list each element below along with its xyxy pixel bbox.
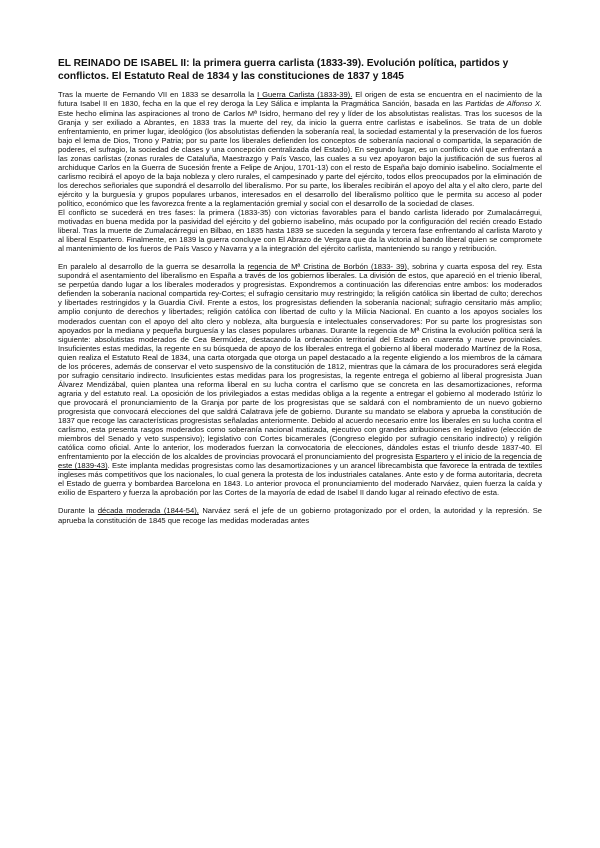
text-run: Narváez será el jefe de un gobierno protagonizado por el orden, la autoridad y la represión. Se aprueba la constitución de 1845 que recoge las medidas moderadas antes (58, 506, 542, 525)
paragraph-moderate-decade (58, 506, 542, 524)
text-run: El origen de esta se encuentra en el nacimiento de la futura Isabel II en 1830, fecha en la que el rey deroga la Ley Sálica e implanta la Pragmática Sanción, basada en las (58, 90, 542, 109)
text-run: , sobrina y cuarta esposa del rey. Esta supondrá el asentamiento del liberalismo en España a través de los gobiernos liberales. La división de estos, que apareció en el trienio liberal, se perpetúa dando lugar a los liberales moderados y progresistas. Expondremos a continuación las diferencias entre ambos: los moderados defienden la soberanía nacional compartida rey-Cortes; el sufragio censitario muy restringido; la religión católica sin libertad de culto; derechos y libertades restringidos y la Guardia Civil. Frente a estos, los progresistas defienden la soberanía nacional; sufragio censitario más amplio; amplio conjunto de derechos y libertades; religión católica con libertad de culto y la Milicia Nacional. En cuanto a los apoyos sociales los moderados cuentan con el apoyo del alto clero y nobleza, alta burguesía e intelectuales conservadores: Por su parte los progresistas son apoyados por la mediana y pequeña burguesía y las clases populares urbanas. Durante la regencia de Mª Cristina la evolución política será la siguiente: absolutistas moderados de Cea Bermúdez, destacando la ordenación territorial del Estado en cuarenta y nueve provinciales. Insuficientes estas medidas, la regente en su búsqueda de apoyo de los liberales entrega el gobierno al liberal moderado Martínez de la Rosa, quien realiza el Estatuto Real de 1834, una carta otorgada que otorga un papel destacado a la regente eligiendo a los miembros de la cámara de los próceres, además de conservar el veto suspensivo de la constitución de 1812, mientras que la cámara de los procuradores será elegida por sufragio censitario indirecto. Insuficientes estas medidas para los progresistas, la regente entrega el gobierno al liberal progresista Juan Álvarez Mendizábal, quien plantea una reforma liberal en su lucha contra el carlismo que se concreta en las desamortizaciones, reforma agraria y del estatuto real. La oposición de los privilegiados a estas medidas obliga a la regente a entregar el gobierno al moderado Istúriz lo que provocará el pronunciamiento de la Granja por parte de los progresistas que se saldará con el nombramiento de un nuevo gobierno progresista que convocará elecciones del que saldrá Calatrava jefe de gobierno. Durante su mandato se elabora y aprueba la constitución de 1837 que recoge las características progresistas señaladas anteriormente. Debido al acuerdo necesario entre los liberales en su lucha contra el carlismo, esta presenta rasgos moderados como soberanía nacional matizada, ejecutivo con grandes atribuciones en legislativo (elección de miembros del Senado y veto suspensivo); legislativo con Cortes bicamerales (Congreso elegido por sufragio censitario indirecto) y religión católica como oficial. Ante lo anterior, los moderados fuerzan la convocatoria de elecciones, dándoles estas el triunfo desde 1837-40. El enfrentamiento por la elección de los alcaldes de provincias provocará el pronunciamiento del progresista (58, 262, 542, 462)
moderate-decade-link[interactable]: década moderada (1844-54), (97, 506, 199, 516)
paragraph-first-carlist-war (58, 90, 542, 208)
paragraph-spacer (58, 497, 542, 506)
document-page (58, 57, 542, 525)
regency-maria-cristina-link[interactable]: regencia de Mª Cristina de Borbón (1833- 39) (247, 262, 407, 272)
text-run: En paralelo al desarrollo de la guerra se desarrolla la (58, 262, 248, 272)
text-run: Durante la (58, 506, 98, 516)
text-run: . Este implanta medidas progresistas como las desamortizaciones y un arancel librecambista que favorece la entrada de textiles ingleses más competitivos que los nacionales, lo cual genera la protesta de los industriales catalanes. Ante esto y de forma autoritaria, decreta el Estado de guerra y bombardea Barcelona en 1843. Lo anterior provoca el pronunciamiento del moderado Narváez, quien fuerza la caída y exilio de Espartero y fuerza la aprobación por las Cortes de la mayoría de edad de Isabel II dando lugar al reinado efectivo de esta. (58, 461, 542, 498)
text-run: Tras la muerte de Fernando VII en 1833 se desarrolla la (58, 90, 258, 100)
paragraph-regencies (58, 262, 542, 497)
paragraph-spacer (58, 253, 542, 262)
text-run: Este hecho elimina las aspiraciones al trono de Carlos Mª Isidro, hermano del rey y líder de los absolutistas realistas. Tras los sucesos de la Granja y ser exiliado a Abrantes, en 1833 tras la muerte del rey, da inicio la guerra entre carlistas e isabelinos. Se trata de un doble enfrentamiento, en primer lugar, ideológico (los absolutistas defienden la soberanía real, la sociedad estamental y la preservación de los fueros bajo el lema de Dios, Trono y Patria; por su parte los liberales defienden los conceptos de soberanía nacional o compartida, la separación de poderes, el sufragio, la sociedad de clases y una concepción centralizada del Estado). En segundo lugar, es un conflicto civil que enfrentará a las zonas carlistas (zonas rurales de Cataluña, Maestrazgo y País Vasco, las cuales a su vez apoyaron bajo la justificación de sus fueros al archiduque Carlos en la Guerra de Sucesión frente a Felipe de Anjou, 1701-13) con el resto de España bajo dominio isabelino. Socialmente el carlismo recibirá el apoyo de la baja nobleza y clero rurales, el campesinado y parte del ejército, todos ellos preocupados por la eliminación de los derechos señoriales que supondrá el desarrollo del liberalismo. Por su parte, los liberales recibirán el apoyo del alta y el alto clero, parte del ejército y la burguesía y grupos populares urbanos, interesados en el desarrollo del liberalismo político que le permita su acceso al poder político, económico que les favorezca frente a la reglamentación gremial y social con el desarrollo de la sociedad de clases. (58, 108, 542, 208)
paragraph-conflict-phases: El conflicto se sucederá en tres fases: la primera (1833-35) con victorias favorables para el bando carlista liderado por Zumalacárregui, motivadas en buena medida por la pasividad del ejército y del gobierno isabelino, más ocupado por la configuración del recién creado Estado liberal. Tras la muerte de Zumalacárregui en Bilbao, en 1835 hasta 1839 se suceden la segunda y tercera fase enfrentando al carlista Maroto y al liberal Espartero. Finalmente, en 1839 la guerra concluye con El Abrazo de Vergara que da la victoria al bando liberal quien se compromete al mantenimiento de los fueros de País Vasco y Navarra y a la integración del ejército carlista, manteniendo su rango y retribución. (58, 208, 542, 254)
regency-espartero-link[interactable]: Espartero y el inicio de la regencia de este (1839-43) (58, 452, 542, 471)
italic-partidas: Partidas de Alfonso X. (465, 99, 542, 109)
document-title: EL REINADO DE ISABEL II: la primera guerra carlista (1833-39). Evolución política, partidos y conflictos. El Estatuto Real de 1834 y las constituciones de 1837 y 1845 (58, 58, 509, 83)
first-carlist-war-link[interactable]: I Guerra Carlista (1833-39). (257, 90, 353, 100)
